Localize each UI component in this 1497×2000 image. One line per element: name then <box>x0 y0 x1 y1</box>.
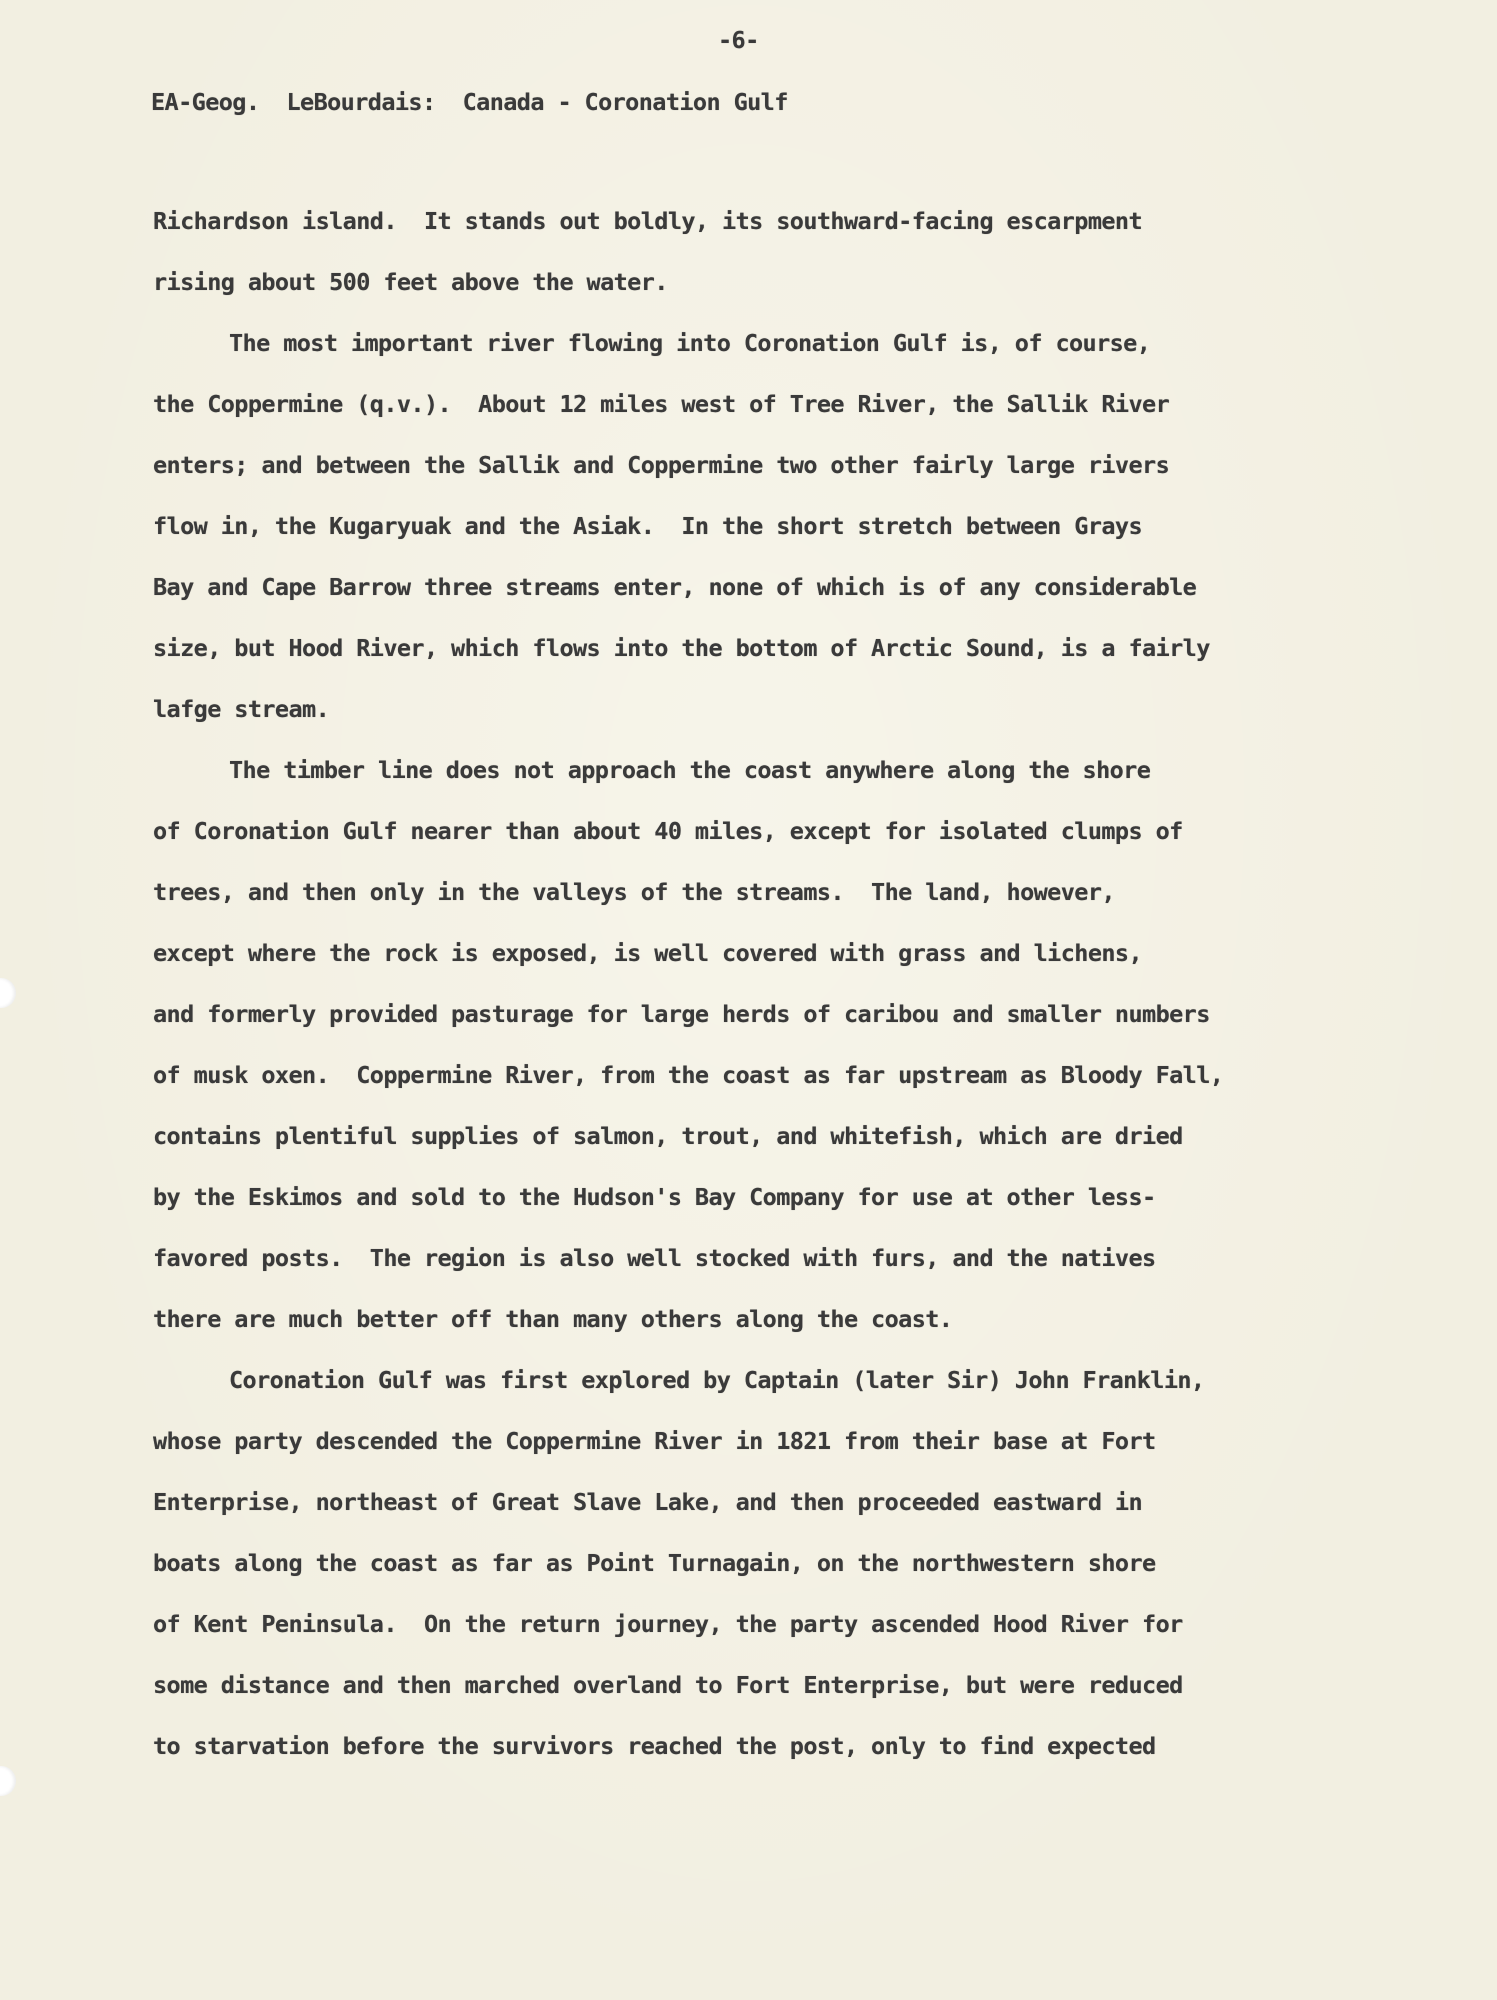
body-line: of Coronation Gulf nearer than about 40 miles, except for isolated clumps of <box>153 817 1183 845</box>
body-line: there are much better off than many others along the coast. <box>153 1305 953 1333</box>
body-line: size, but Hood River, which flows into the bottom of Arctic Sound, is a fairly <box>153 634 1210 662</box>
body-line: Richardson island. It stands out boldly, its southward-facing escarpment <box>153 207 1143 235</box>
body-line: The most important river flowing into Coronation Gulf is, of course, <box>229 329 1151 357</box>
body-line: by the Eskimos and sold to the Hudson's Bay Company for use at other less- <box>153 1183 1156 1211</box>
body-line: The timber line does not approach the coast anywhere along the shore <box>229 756 1151 784</box>
body-line: flow in, the Kugaryuak and the Asiak. In the short stretch between Grays <box>153 512 1143 540</box>
body-line: rising about 500 feet above the water. <box>153 268 668 296</box>
body-line: boats along the coast as far as Point Turnagain, on the northwestern shore <box>153 1549 1156 1577</box>
body-line: and formerly provided pasturage for large herds of caribou and smaller numbers <box>153 1000 1210 1028</box>
body-line: contains plentiful supplies of salmon, trout, and whitefish, which are dried <box>153 1122 1183 1150</box>
page-number: -6- <box>718 26 759 54</box>
body-line: Coronation Gulf was first explored by Captain (later Sir) John Franklin, <box>229 1366 1205 1394</box>
body-line: of musk oxen. Coppermine River, from the coast as far upstream as Bloody Fall, <box>153 1061 1224 1089</box>
body-line: enters; and between the Sallik and Coppermine two other fairly large rivers <box>153 451 1170 479</box>
punch-hole-top <box>0 978 16 1008</box>
body-line: whose party descended the Coppermine River in 1821 from their base at Fort <box>153 1427 1156 1455</box>
body-line: Bay and Cape Barrow three streams enter, none of which is of any considerable <box>153 573 1197 601</box>
running-head: EA-Geog. LeBourdais: Canada - Coronation Gulf <box>151 88 788 116</box>
body-line: lafge stream. <box>153 695 330 723</box>
punch-hole-bottom <box>0 1766 16 1796</box>
body-line: of Kent Peninsula. On the return journey, the party ascended Hood River for <box>153 1610 1183 1638</box>
body-line: the Coppermine (q.v.). About 12 miles west of Tree River, the Sallik River <box>153 390 1170 418</box>
body-line: except where the rock is exposed, is well covered with grass and lichens, <box>153 939 1143 967</box>
body-line: Enterprise, northeast of Great Slave Lake, and then proceeded eastward in <box>153 1488 1143 1516</box>
body-line: to starvation before the survivors reached the post, only to find expected <box>153 1732 1156 1760</box>
body-line: favored posts. The region is also well stocked with furs, and the natives <box>153 1244 1156 1272</box>
body-line: trees, and then only in the valleys of the streams. The land, however, <box>153 878 1115 906</box>
body-line: some distance and then marched overland to Fort Enterprise, but were reduced <box>153 1671 1183 1699</box>
